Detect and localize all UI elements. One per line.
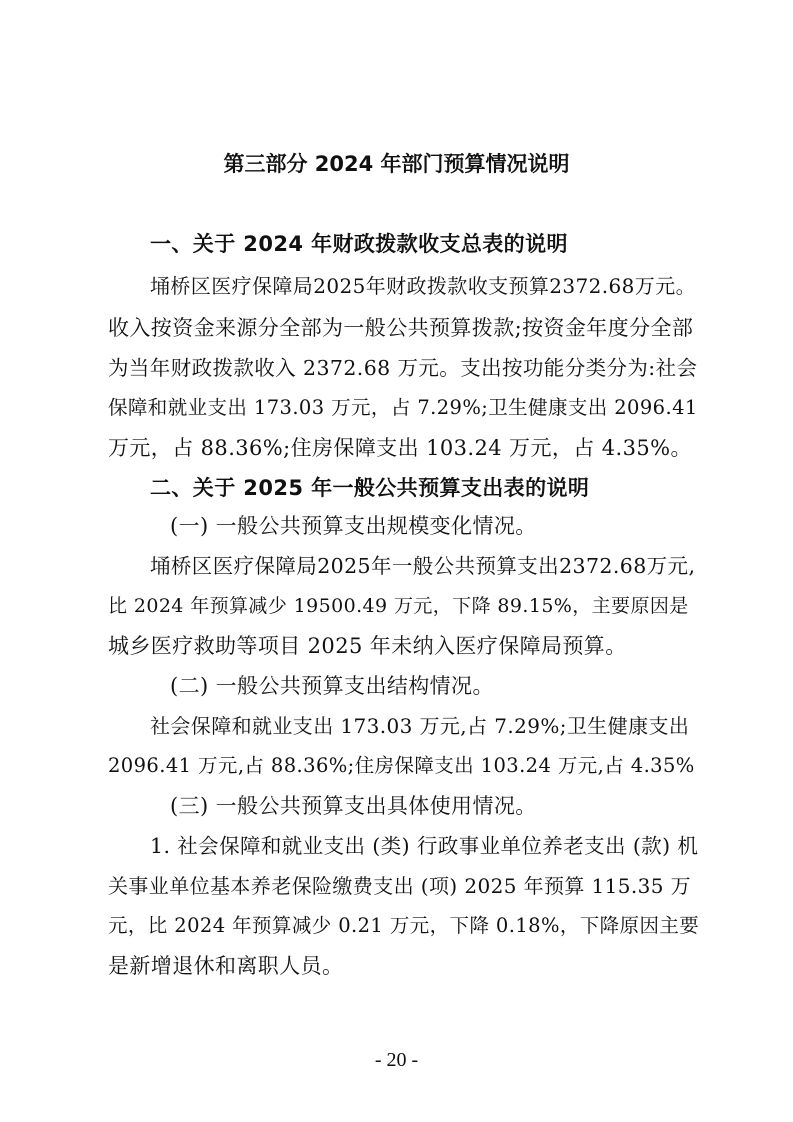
- section1-paragraph-line: 为当年财政拨款收入 2372.68 万元。支出按功能分类分为:社会: [108, 356, 698, 380]
- section1-paragraph-line: 埇桥区医疗保障局2025年财政拨款收支预算2372.68万元。: [150, 274, 697, 298]
- section2-sub2-heading: (二) 一般公共预算支出结构情况。: [170, 674, 494, 698]
- section2-sub1-heading: (一) 一般公共预算支出规模变化情况。: [170, 514, 537, 538]
- page-title: 第三部分 2024 年部门预算情况说明: [223, 152, 570, 176]
- section2-sub3-line: 元，比 2024 年预算减少 0.21 万元，下降 0.18%，下降原因主要: [108, 914, 700, 937]
- section2-sub2-line: 社会保障和就业支出 173.03 万元,占 7.29%;卫生健康支出: [150, 714, 690, 738]
- section2-sub2-line: 2096.41 万元,占 88.36%;住房保障支出 103.24 万元,占 4.35%: [108, 754, 695, 777]
- section2-sub3-line: 关事业单位基本养老保险缴费支出 (项) 2025 年预算 115.35 万: [108, 874, 692, 898]
- section1-paragraph-line: 万元，占 88.36%;住房保障支出 103.24 万元，占 4.35%。: [108, 436, 692, 460]
- section2-sub1-line: 比 2024 年预算减少 19500.49 万元，下降 89.15%，主要原因是: [108, 595, 689, 617]
- page-number: - 20 -: [374, 1049, 419, 1071]
- section1-heading: 一、关于 2024 年财政拨款收支总表的说明: [150, 232, 568, 256]
- section2-sub3-heading: (三) 一般公共预算支出具体使用情况。: [170, 794, 537, 818]
- section1-paragraph-line: 保障和就业支出 173.03 万元，占 7.29%;卫生健康支出 2096.41: [108, 396, 698, 419]
- section1-paragraph-line: 收入按资金来源分全部为一般公共预算拨款;按资金年度分全部: [108, 316, 694, 340]
- section2-sub1-line: 城乡医疗救助等项目 2025 年未纳入医疗保障局预算。: [108, 634, 627, 658]
- section2-heading: 二、关于 2025 年一般公共预算支出表的说明: [150, 476, 590, 500]
- section2-sub3-line: 是新增退休和离职人员。: [108, 954, 344, 978]
- section2-sub3-line: 1. 社会保障和就业支出 (类) 行政事业单位养老支出 (款) 机: [150, 834, 699, 858]
- section2-sub1-line: 埇桥区医疗保障局2025年一般公共预算支出2372.68万元,: [150, 554, 696, 578]
